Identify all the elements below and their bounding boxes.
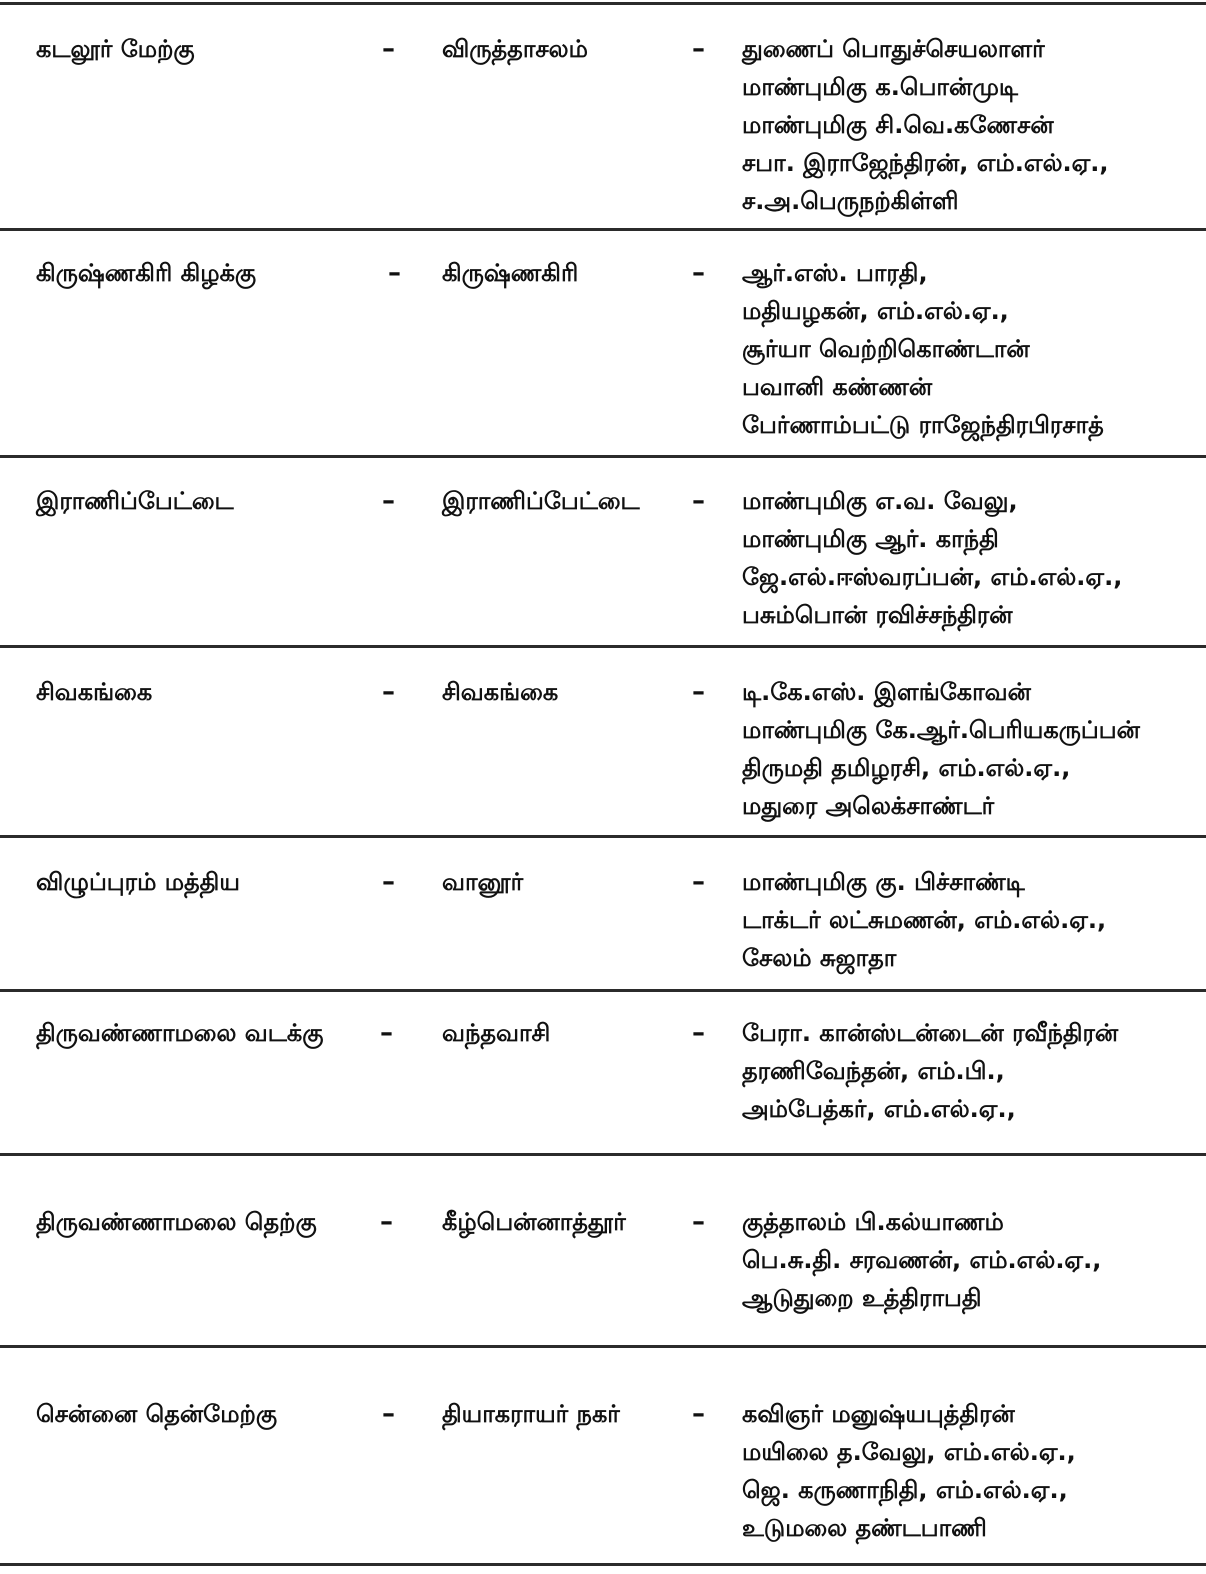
separator-dash: –	[388, 258, 401, 288]
member-names	[742, 482, 1122, 634]
member-names	[742, 254, 1104, 444]
separator-dash: –	[692, 1207, 705, 1237]
member-name: ஆர்.எஸ். பாரதி,	[742, 259, 928, 287]
member-name: மதுரை அலெக்சாண்டர்	[742, 792, 995, 820]
separator-dash: –	[380, 1018, 393, 1048]
member-name: ச.அ.பெருநற்கிள்ளி	[742, 187, 959, 215]
separator-dash: –	[382, 486, 395, 516]
member-names	[742, 863, 1106, 977]
table-row	[0, 992, 1206, 1156]
member-name: சபா. இராஜேந்திரன், எம்.எல்.ஏ.,	[742, 149, 1109, 177]
member-name: ஜே.எல்.ஈஸ்வரப்பன், எம்.எல்.ஏ.,	[742, 563, 1123, 591]
district-name: விழுப்புரம் மத்திய	[36, 868, 240, 896]
district-name: சிவகங்கை	[36, 678, 153, 706]
member-names	[742, 30, 1109, 220]
table-row	[0, 648, 1206, 838]
separator-dash: –	[692, 258, 705, 288]
constituency-name: வந்தவாசி	[442, 1019, 551, 1047]
constituency-name: கிருஷ்ணகிரி	[442, 259, 579, 287]
separator-dash: –	[382, 34, 395, 64]
member-name: பேரா. கான்ஸ்டன்டைன் ரவீந்திரன்	[742, 1019, 1119, 1047]
member-names	[742, 1395, 1076, 1547]
member-names	[742, 673, 1140, 825]
member-name: குத்தாலம் பி.கல்யாணம்	[742, 1208, 1004, 1236]
constituency-name: கீழ்பென்னாத்தூர்	[442, 1208, 626, 1236]
member-name: டி.கே.எஸ். இளங்கோவன்	[742, 678, 1031, 706]
member-name: ஜெ. கருணாநிதி, எம்.எல்.ஏ.,	[742, 1476, 1068, 1504]
separator-dash: –	[692, 867, 705, 897]
table-row	[0, 838, 1206, 992]
member-name: உடுமலை தண்டபாணி	[742, 1514, 987, 1542]
separator-dash: –	[692, 486, 705, 516]
separator-dash: –	[692, 1018, 705, 1048]
constituency-name: தியாகராயர் நகர்	[442, 1400, 620, 1428]
member-name: சூர்யா வெற்றிகொண்டான்	[742, 335, 1030, 363]
member-name: மாண்புமிகு கே.ஆர்.பெரியகருப்பன்	[742, 716, 1140, 744]
member-name: அம்பேத்கர், எம்.எல்.ஏ.,	[742, 1095, 1016, 1123]
member-name: டாக்டர் லட்சுமணன், எம்.எல்.ஏ.,	[742, 906, 1107, 934]
constituency-name: வானூர்	[442, 868, 524, 896]
separator-dash: –	[380, 1207, 393, 1237]
member-name: சேலம் சுஜாதா	[742, 944, 897, 972]
table-row	[0, 5, 1206, 231]
member-name: பசும்பொன் ரவிச்சந்திரன்	[742, 601, 1013, 629]
district-name: திருவண்ணாமலை தெற்கு	[36, 1208, 317, 1236]
table-row	[0, 1348, 1206, 1566]
member-name: மாண்புமிகு ஆர். காந்தி	[742, 525, 999, 553]
table-row	[0, 231, 1206, 458]
separator-dash: –	[382, 867, 395, 897]
member-name: துணைப் பொதுச்செயலாளர்	[742, 35, 1045, 63]
member-name: மாண்புமிகு சி.வெ.கணேசன்	[742, 111, 1054, 139]
member-name: மதியழகன், எம்.எல்.ஏ.,	[742, 297, 1009, 325]
table-row	[0, 1156, 1206, 1348]
member-name: மாண்புமிகு கு. பிச்சாண்டி	[742, 868, 1025, 896]
constituency-name: விருத்தாசலம்	[442, 35, 588, 63]
member-names	[742, 1014, 1118, 1128]
constituency-name: சிவகங்கை	[442, 678, 559, 706]
member-name: ஆடுதுறை உத்திராபதி	[742, 1284, 982, 1312]
member-name: தரணிவேந்தன், எம்.பி.,	[742, 1057, 1005, 1085]
member-name: மாண்புமிகு க.பொன்முடி	[742, 73, 1018, 101]
district-name: கிருஷ்ணகிரி கிழக்கு	[36, 259, 257, 287]
constituency-name: இராணிப்பேட்டை	[442, 487, 640, 515]
separator-dash: –	[692, 1399, 705, 1429]
table-row	[0, 458, 1206, 648]
separator-dash: –	[382, 677, 395, 707]
member-names	[742, 1203, 1101, 1317]
member-name: கவிஞர் மனுஷ்யபுத்திரன்	[742, 1400, 1015, 1428]
member-name: திருமதி தமிழரசி, எம்.எல்.ஏ.,	[742, 754, 1071, 782]
separator-dash: –	[692, 677, 705, 707]
member-name: பேர்ணாம்பட்டு ராஜேந்திரபிரசாத்	[742, 411, 1104, 439]
member-name: பவானி கண்ணன்	[742, 373, 933, 401]
district-name: கடலூர் மேற்கு	[36, 35, 195, 63]
district-name: திருவண்ணாமலை வடக்கு	[36, 1019, 324, 1047]
member-name: மாண்புமிகு எ.வ. வேலு,	[742, 487, 1018, 515]
member-name: பெ.சு.தி. சரவணன், எம்.எல்.ஏ.,	[742, 1246, 1102, 1274]
district-name: இராணிப்பேட்டை	[36, 487, 234, 515]
separator-dash: –	[692, 34, 705, 64]
separator-dash: –	[382, 1399, 395, 1429]
member-name: மயிலை த.வேலு, எம்.எல்.ஏ.,	[742, 1438, 1076, 1466]
district-name: சென்னை தென்மேற்கு	[36, 1400, 278, 1428]
